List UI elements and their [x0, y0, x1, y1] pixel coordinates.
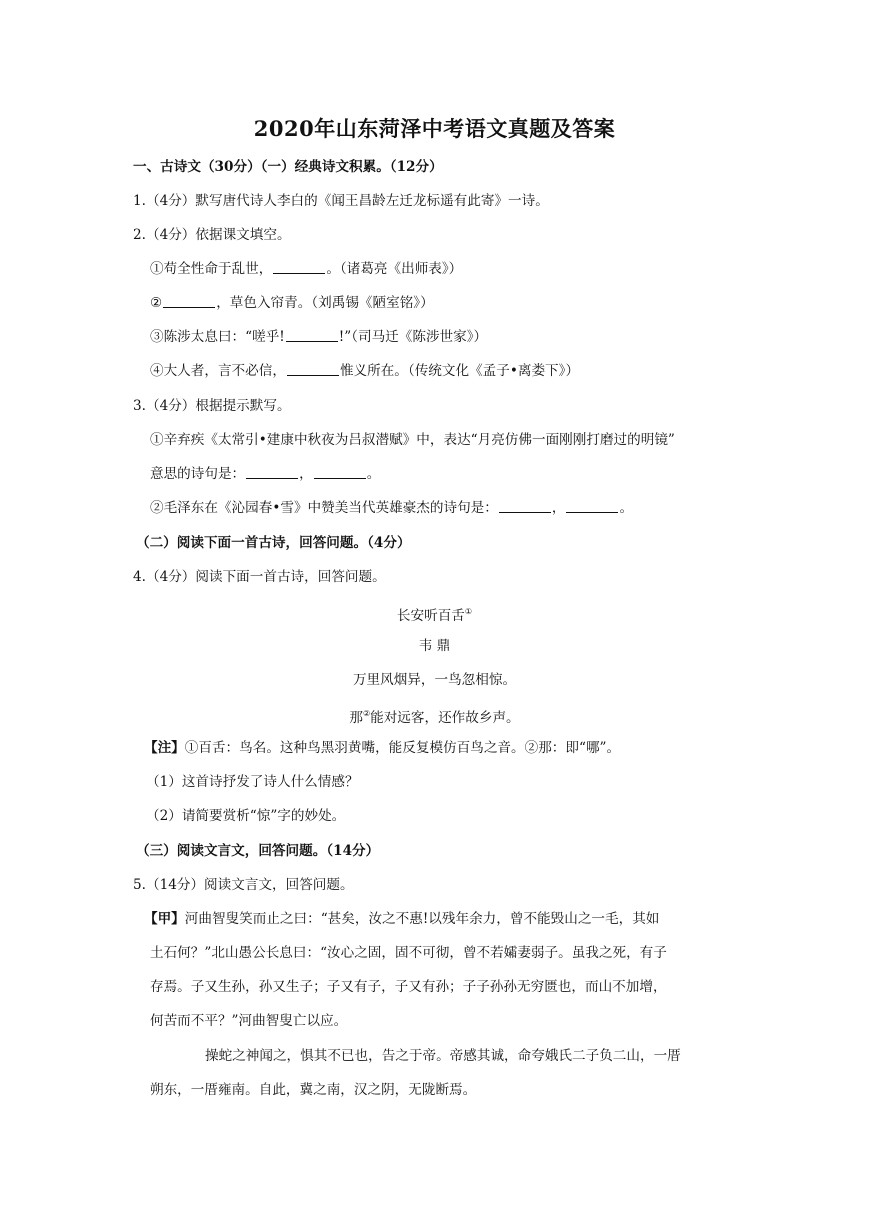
question-2-item-4-suffix: 惟义所在。（传统文化《孟子•离娄下》）: [339, 363, 580, 379]
question-4: 4.（4分）阅读下面一首古诗，回答问题。: [133, 569, 386, 585]
question-4-sub-1: （1）这首诗抒发了诗人什么情感？: [146, 774, 359, 790]
question-3-item-1-prefix: 意思的诗句是：: [150, 466, 246, 482]
end-period: 。: [366, 466, 381, 482]
passage-jia-label: 【甲】: [144, 911, 185, 927]
passage-jia-line-2: 土石何？”北山愚公长息曰：“汝心之固，固不可彻，曾不若孀妻弱子。虽我之死，有子: [150, 945, 667, 961]
separator-comma: ，: [551, 500, 566, 516]
question-2-item-2-prefix: ②: [150, 295, 163, 311]
question-3-item-1-cont: [150, 464, 380, 484]
question-4-sub-2: （2）请简要赏析“惊”字的妙处。: [146, 808, 346, 824]
passage-jia-line-5: 操蛇之神闻之，惧其不已也，告之于帝。帝感其诚，命夸娥氏二子负二山，一厝: [205, 1048, 681, 1064]
passage-jia-line-3: 存焉。子又生孙，孙又生子；子又有子，子又有孙；子子孙孙无穷匮也，而山不加增，: [150, 979, 667, 995]
question-2-item-3-suffix: !”（司马迁《陈涉世家》）: [338, 329, 488, 345]
question-3-item-2-prefix: ②毛泽东在《沁园春•雪》中赞美当代英雄豪杰的诗句是：: [150, 500, 498, 516]
question-3-item-2: [150, 498, 633, 518]
question-2-item-3: [150, 327, 487, 347]
answer-blank[interactable]: [163, 293, 215, 308]
section-heading-3: （三）阅读文言文，回答问题。（14分）: [136, 843, 380, 859]
answer-blank[interactable]: [287, 361, 339, 376]
answer-blank[interactable]: [246, 464, 298, 479]
question-3: 3.（4分）根据提示默写。: [133, 398, 291, 414]
question-2-item-4-prefix: ④大人者，言不必信，: [150, 363, 286, 379]
poem-line-1: 万里风烟异，一鸟忽相惊。: [352, 672, 517, 688]
poem-line-2-rest: 能对远客，还作故乡声。: [370, 710, 520, 726]
question-2-item-1-suffix: 。（诸葛亮《出师表》）: [326, 261, 463, 277]
question-5: 5.（14分）阅读文言文，回答问题。: [133, 877, 354, 893]
answer-blank[interactable]: [273, 259, 325, 274]
poem-title-footnote: ①: [464, 607, 473, 616]
answer-blank[interactable]: [499, 498, 551, 513]
poem-line-2: [0, 704, 869, 728]
end-period: 。: [619, 500, 634, 516]
answer-blank[interactable]: [286, 327, 338, 342]
question-2-item-2-suffix: ，草色入帘青。（刘禹锡《陋室铭》）: [216, 295, 434, 311]
answer-blank[interactable]: [314, 464, 366, 479]
question-2-item-3-prefix: ③陈涉太息曰：“嗟乎!: [150, 329, 285, 345]
question-2: 2.（4分）依据课文填空。: [133, 227, 291, 243]
section-heading-1: 一、古诗文（30分）（一）经典诗文积累。（12分）: [133, 159, 443, 175]
poem-author: 韦 鼎: [418, 638, 451, 654]
question-1: 1.（4分）默写唐代诗人李白的《闻王昌龄左迁龙标遥有此寄》一诗。: [133, 193, 549, 209]
poem-line-2-start: 那: [349, 710, 363, 726]
question-2-item-1: [150, 259, 462, 279]
note-label: 【注】: [144, 740, 185, 756]
answer-blank[interactable]: [566, 498, 618, 513]
poem-title: [0, 602, 869, 626]
passage-jia-line-6: 朔东，一厝雍南。自此，冀之南，汉之阴，无陇断焉。: [150, 1082, 477, 1098]
passage-jia-line-4: 何苦而不平？”河曲智叟亡以应。: [150, 1013, 348, 1029]
note-text: ①百舌：鸟名。这种鸟黑羽黄嘴，能反复模仿百鸟之音。②那：即“哪”。: [184, 740, 621, 756]
poem-note: [144, 738, 620, 758]
poem-title-text: 长安听百舌: [396, 608, 465, 624]
section-heading-2: （二）阅读下面一首古诗，回答问题。（4分）: [136, 535, 411, 551]
separator-comma: ，: [299, 466, 313, 482]
passage-jia-line-1: [144, 909, 659, 929]
question-2-item-4: [150, 361, 579, 381]
question-2-item-1-prefix: ①苟全性命于乱世，: [150, 261, 273, 277]
page-title: 2020年山东菏泽中考语文真题及答案: [253, 116, 616, 141]
question-2-item-2: [150, 293, 434, 313]
poem-line-2-footnote: ②: [362, 709, 371, 718]
question-3-item-1: ①辛弃疾《太常引•建康中秋夜为吕叔潜赋》中，表达“月亮仿佛一面刚刚打磨过的明镜”: [150, 432, 675, 448]
passage-jia-text-1: 河曲智叟笑而止之曰：“甚矣，汝之不惠!以残年余力，曾不能毁山之一毛，其如: [184, 911, 660, 927]
